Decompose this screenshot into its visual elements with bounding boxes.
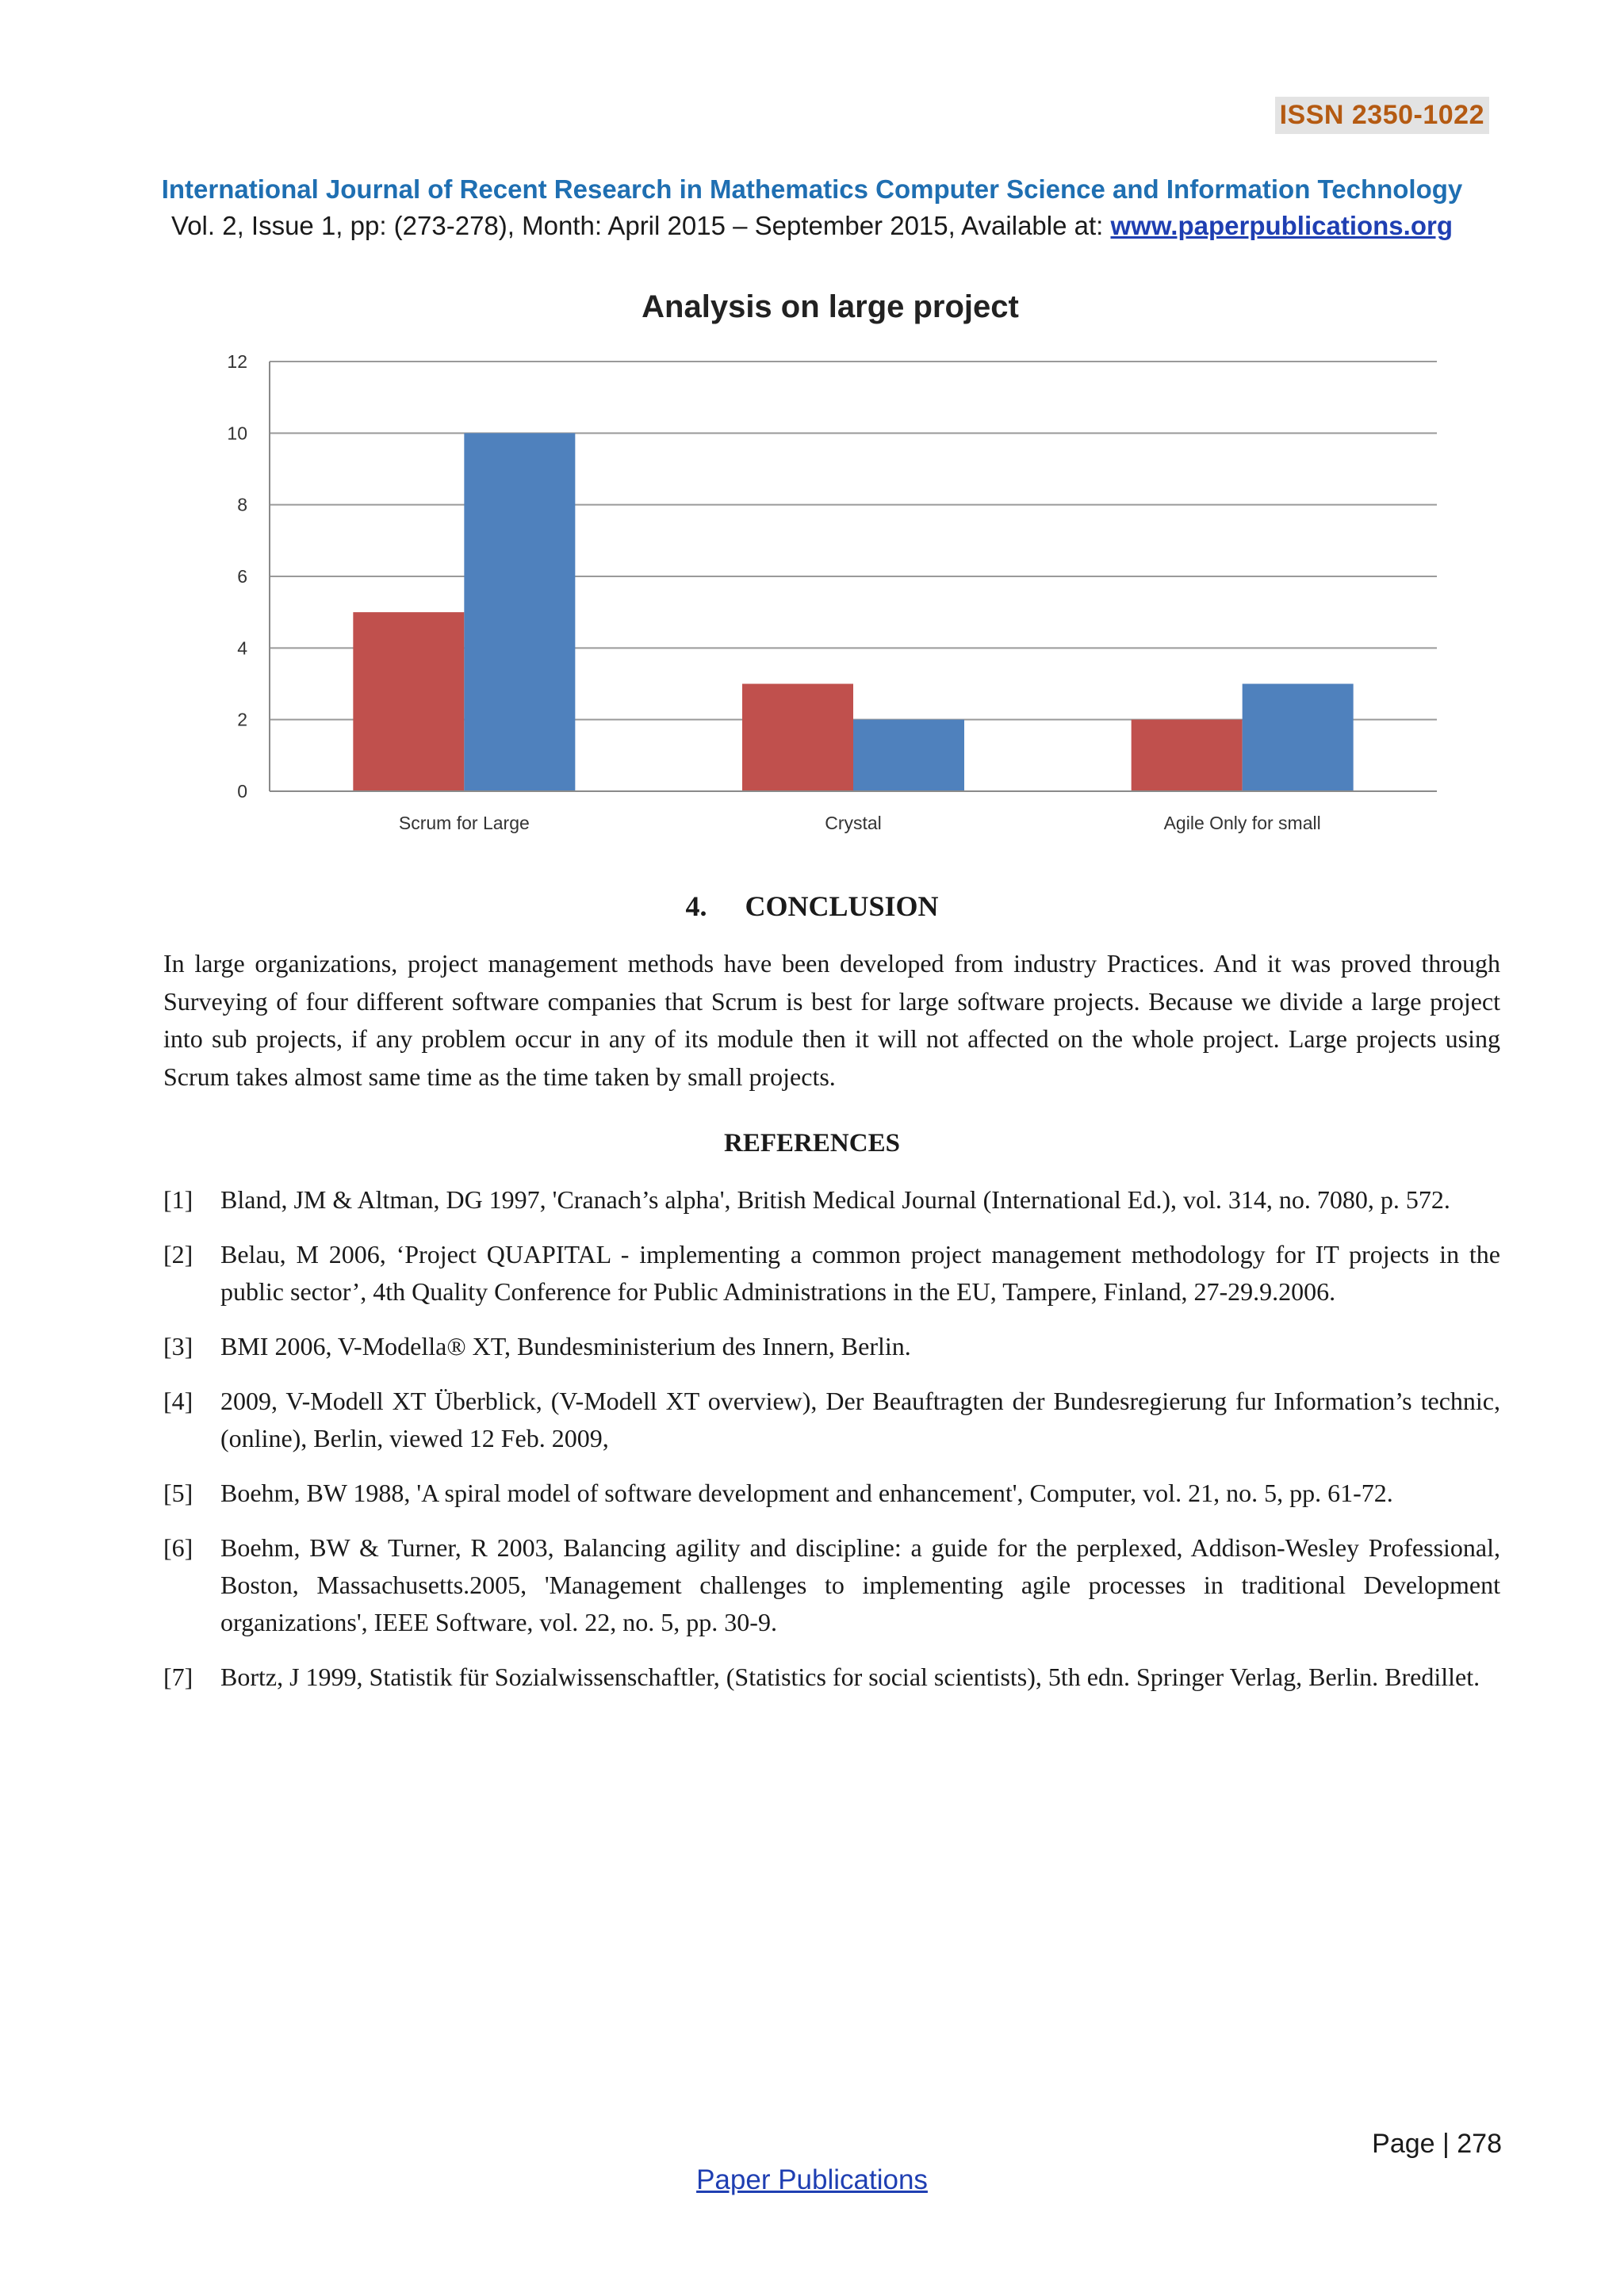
reference-item [163, 1236, 1500, 1311]
y-tick-label: 2 [237, 709, 247, 730]
y-tick-label: 8 [237, 494, 247, 515]
section-title: CONCLUSION [745, 890, 939, 922]
publisher-link[interactable]: Paper Publications [696, 2164, 928, 2195]
reference-item [163, 1383, 1500, 1457]
journal-title: International Journal of Recent Research in Mathematics Computer Science and Information Technology [161, 174, 1463, 204]
issn-label: ISSN 2350-1022 [1275, 97, 1489, 134]
bar-series1-scrum-for-large [353, 612, 464, 791]
bar-series1-agile-only-for-small [1132, 720, 1243, 791]
bar-chart [198, 277, 1451, 848]
section-number: 4. [685, 890, 707, 922]
reference-number: [5] [163, 1479, 193, 1507]
reference-number: [6] [163, 1533, 193, 1562]
y-tick-label: 10 [227, 423, 247, 444]
x-tick-label: Agile Only for small [1163, 813, 1321, 833]
reference-number: [4] [163, 1387, 193, 1415]
chart-bars [353, 433, 1353, 791]
reference-item [163, 1659, 1500, 1696]
reference-text: Bland, JM & Altman, DG 1997, 'Cranach’s alpha', British Medical Journal (International Ed.), vol. 314, no. 7080, p. 572. [220, 1185, 1450, 1214]
bar-series2-scrum-for-large [464, 433, 575, 791]
volume-text: Vol. 2, Issue 1, pp: (273-278), Month: April 2015 – September 2015, Available at: [171, 211, 1111, 240]
y-tick-label: 12 [227, 351, 247, 372]
y-tick-label: 4 [237, 637, 247, 659]
volume-line [0, 211, 1624, 241]
reference-text: Boehm, BW 1988, 'A spiral model of software development and enhancement', Computer, vol. 21, no. 5, pp. 61-72. [220, 1479, 1393, 1507]
chart-title: Analysis on large project [642, 289, 1019, 324]
bar-series1-crystal [742, 684, 853, 792]
reference-text: Bortz, J 1999, Statistik für Sozialwissenschaftler, (Statistics for social scientists), 5th edn. Springer Verlag, Berlin. Bredillet. [220, 1663, 1480, 1691]
website-link[interactable]: www.paperpublications.org [1110, 211, 1453, 240]
reference-number: [7] [163, 1663, 193, 1691]
reference-item [163, 1529, 1500, 1641]
y-tick-label: 6 [237, 566, 247, 587]
y-tick-label: 0 [237, 781, 247, 802]
reference-number: [3] [163, 1332, 193, 1360]
conclusion-paragraph: In large organizations, project management methods have been developed from industry Practices. And it was proved through Surveying of four different software companies that Scrum is best for large software projects. Because we divide a large project into sub projects, if any problem occur in any of its module then it will not affected on the whole project. Large projects using Scrum takes almost same time as the time taken by small projects. [163, 949, 1500, 1091]
page-number: Page | 278 [1372, 2129, 1502, 2159]
reference-text: BMI 2006, V-Modella® XT, Bundesministerium des Innern, Berlin. [220, 1332, 911, 1360]
x-tick-label: Crystal [825, 813, 882, 833]
conclusion-heading [0, 890, 1624, 923]
reference-item [163, 1475, 1500, 1512]
references-heading: REFERENCES [724, 1129, 900, 1158]
footer [0, 2164, 1624, 2196]
reference-text: Boehm, BW & Turner, R 2003, Balancing agility and discipline: a guide for the perplexed, Addison-Wesley Professional, Boston, Massachusetts.2005, 'Management challenges to implementing agile processes in traditional Development organizations', IEEE Software, vol. 22, no. 5, pp. 30-9. [220, 1533, 1500, 1636]
bar-series2-agile-only-for-small [1243, 684, 1354, 792]
reference-number: [1] [163, 1185, 193, 1214]
x-tick-label: Scrum for Large [398, 813, 530, 833]
reference-text: 2009, V-Modell XT Überblick, (V-Modell XT overview), Der Beauftragten der Bundesregierung fur Information’s technic, (online), Berlin, viewed 12 Feb. 2009, [220, 1387, 1500, 1452]
reference-number: [2] [163, 1240, 193, 1269]
reference-text: Belau, M 2006, ‘Project QUAPITAL - implementing a common project management methodology for IT projects in the public sector’, 4th Quality Conference for Public Administrations in the EU, Tampere, Finland, 27-29.9.2006. [220, 1240, 1500, 1306]
reference-item [163, 1181, 1500, 1219]
references-list [163, 1181, 1500, 1713]
reference-item [163, 1328, 1500, 1365]
bar-series2-crystal [853, 720, 964, 791]
